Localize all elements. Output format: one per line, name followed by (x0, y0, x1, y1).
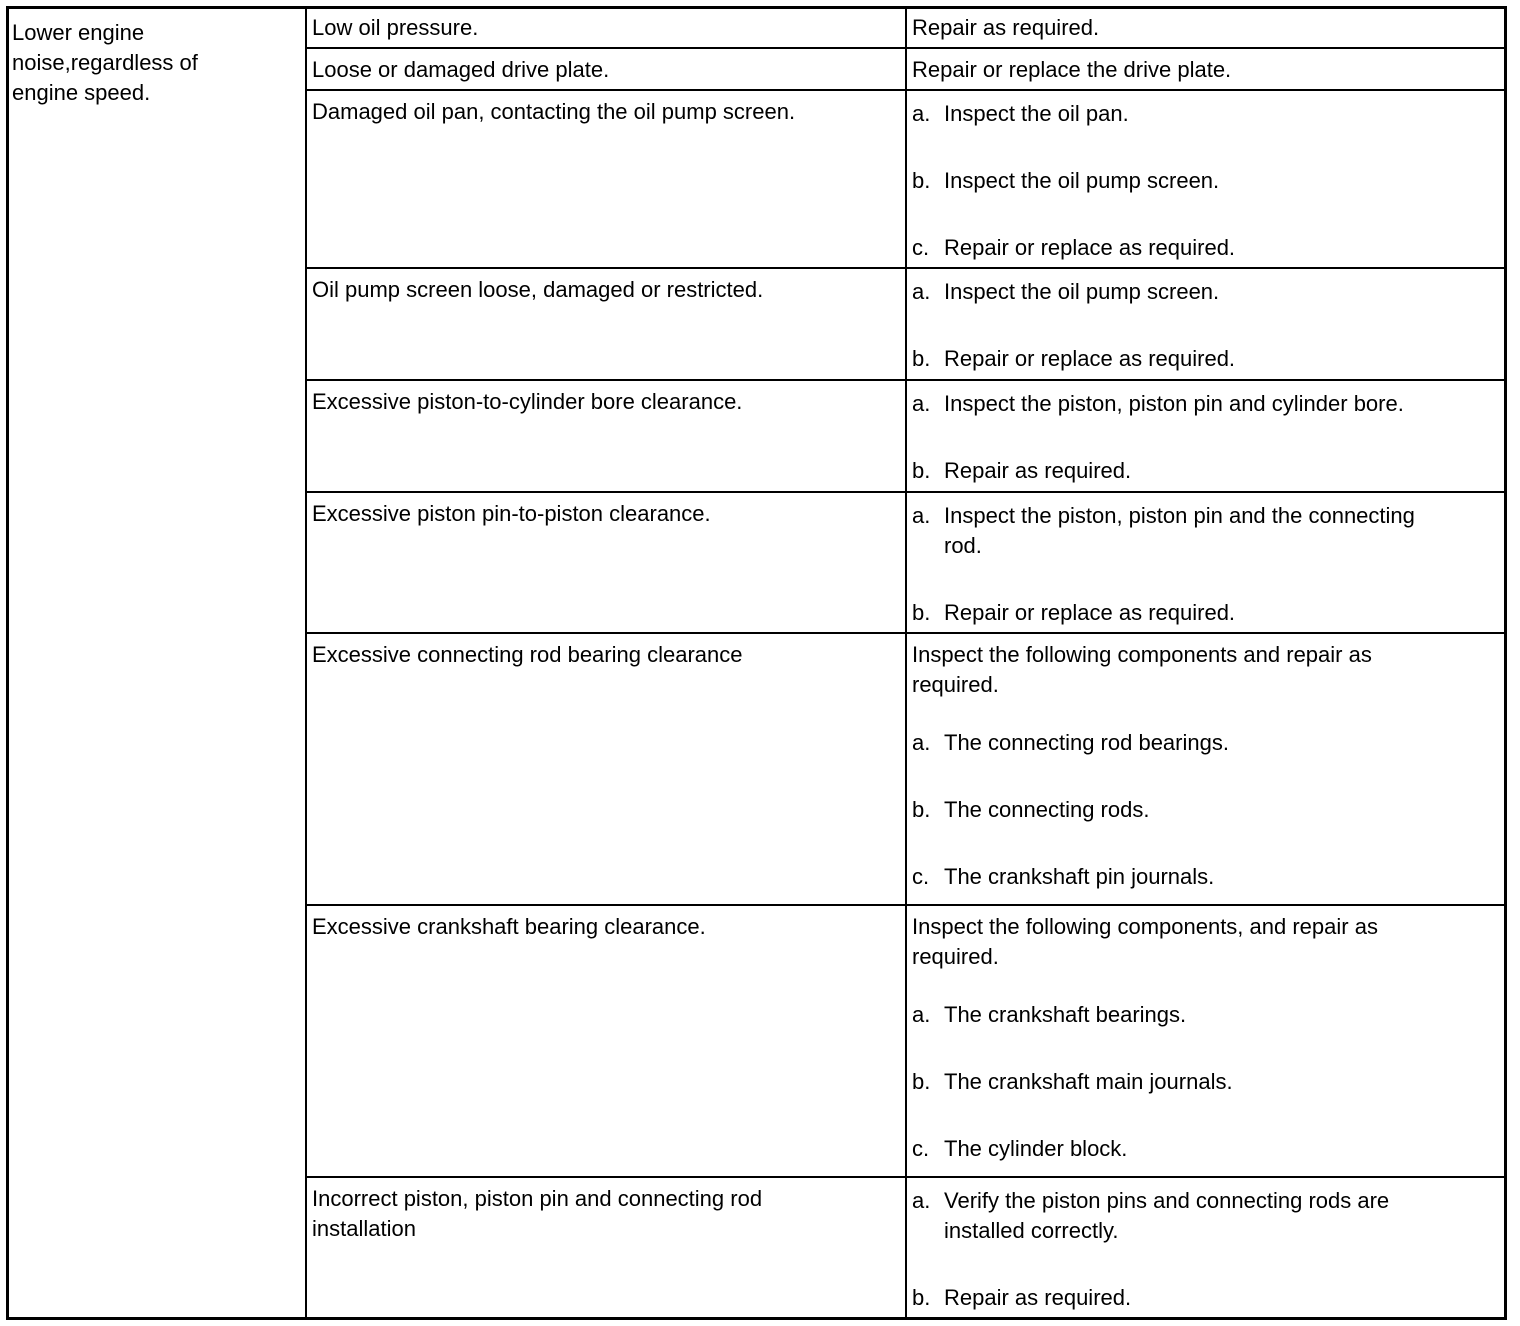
row-divider (305, 632, 1507, 634)
action-step (912, 501, 1499, 561)
row-divider (305, 1176, 1507, 1178)
action-step (912, 1067, 1499, 1097)
condition-text: Lower engine (12, 20, 145, 45)
step-letter: b. (912, 1069, 931, 1094)
action-text: Repair or replace the drive plate. (912, 57, 1232, 82)
step-text: rod. (944, 533, 982, 558)
action-step (912, 728, 1499, 758)
cause-text: Oil pump screen loose, damaged or restricted. (312, 277, 764, 302)
step-text: Repair or replace as required. (944, 235, 1236, 260)
condition-text: noise,regardless of (12, 50, 198, 75)
step-text: Inspect the oil pump screen. (944, 168, 1220, 193)
step-letter: a. (912, 391, 931, 416)
step-text: The crankshaft bearings. (944, 1002, 1187, 1027)
step-text: Repair as required. (944, 458, 1132, 483)
action-step (912, 862, 1499, 892)
action-step (912, 277, 1499, 307)
step-letter: a. (912, 730, 931, 755)
step-text: The cylinder block. (944, 1136, 1128, 1161)
step-text: The connecting rod bearings. (944, 730, 1229, 755)
step-letter: b. (912, 458, 931, 483)
action-intro-text: Inspect the following components and repair as (912, 642, 1372, 667)
cause-text: installation (312, 1216, 416, 1241)
action-step (912, 456, 1499, 486)
action-step (912, 344, 1499, 374)
step-text: Inspect the piston, piston pin and the connecting (944, 503, 1415, 528)
step-text: The connecting rods. (944, 797, 1150, 822)
action-step (912, 389, 1499, 419)
action-step (912, 1000, 1499, 1030)
cause-text: Damaged oil pan, contacting the oil pump screen. (312, 99, 796, 124)
step-text: Repair or replace as required. (944, 346, 1236, 371)
step-letter: a. (912, 1002, 931, 1027)
step-text: Verify the piston pins and connecting rods are (944, 1188, 1390, 1213)
action-step (912, 1186, 1499, 1246)
step-letter: a. (912, 279, 931, 304)
action-intro-text: required. (912, 944, 999, 969)
step-text: Inspect the oil pump screen. (944, 279, 1220, 304)
action-intro-text: Inspect the following components, and repair as (912, 914, 1378, 939)
step-text: installed correctly. (944, 1218, 1119, 1243)
row-divider (305, 47, 1507, 49)
action-step (912, 99, 1499, 129)
step-text: Inspect the piston, piston pin and cylinder bore. (944, 391, 1404, 416)
step-text: Repair or replace as required. (944, 600, 1236, 625)
step-letter: b. (912, 346, 931, 371)
condition-text: engine speed. (12, 80, 151, 105)
step-letter: c. (912, 1136, 930, 1161)
step-letter: c. (912, 864, 930, 889)
cause-text: Loose or damaged drive plate. (312, 57, 610, 82)
step-text: The crankshaft pin journals. (944, 864, 1215, 889)
row-divider (305, 491, 1507, 493)
column-divider (305, 6, 307, 1320)
row-divider (305, 379, 1507, 381)
action-step (912, 795, 1499, 825)
step-text: The crankshaft main journals. (944, 1069, 1233, 1094)
action-step (912, 1283, 1499, 1313)
cause-text: Excessive connecting rod bearing clearance (312, 642, 743, 667)
action-step (912, 598, 1499, 628)
row-divider (305, 89, 1507, 91)
action-step (912, 166, 1499, 196)
action-step (912, 233, 1499, 263)
cause-text: Excessive piston-to-cylinder bore clearance. (312, 389, 743, 414)
step-letter: b. (912, 168, 931, 193)
step-letter: b. (912, 1285, 931, 1310)
action-text: Repair as required. (912, 15, 1100, 40)
step-letter: a. (912, 1188, 931, 1213)
column-divider (905, 6, 907, 1320)
step-letter: a. (912, 503, 931, 528)
row-divider (305, 904, 1507, 906)
step-letter: b. (912, 797, 931, 822)
action-step (912, 1134, 1499, 1164)
step-text: Repair as required. (944, 1285, 1132, 1310)
action-intro-text: required. (912, 672, 999, 697)
step-letter: a. (912, 101, 931, 126)
step-text: Inspect the oil pan. (944, 101, 1129, 126)
cause-text: Incorrect piston, piston pin and connecting rod (312, 1186, 763, 1211)
step-letter: b. (912, 600, 931, 625)
row-divider (305, 267, 1507, 269)
cause-text: Excessive crankshaft bearing clearance. (312, 914, 706, 939)
step-letter: c. (912, 235, 930, 260)
cause-text: Excessive piston pin-to-piston clearance. (312, 501, 711, 526)
cause-text: Low oil pressure. (312, 15, 479, 40)
